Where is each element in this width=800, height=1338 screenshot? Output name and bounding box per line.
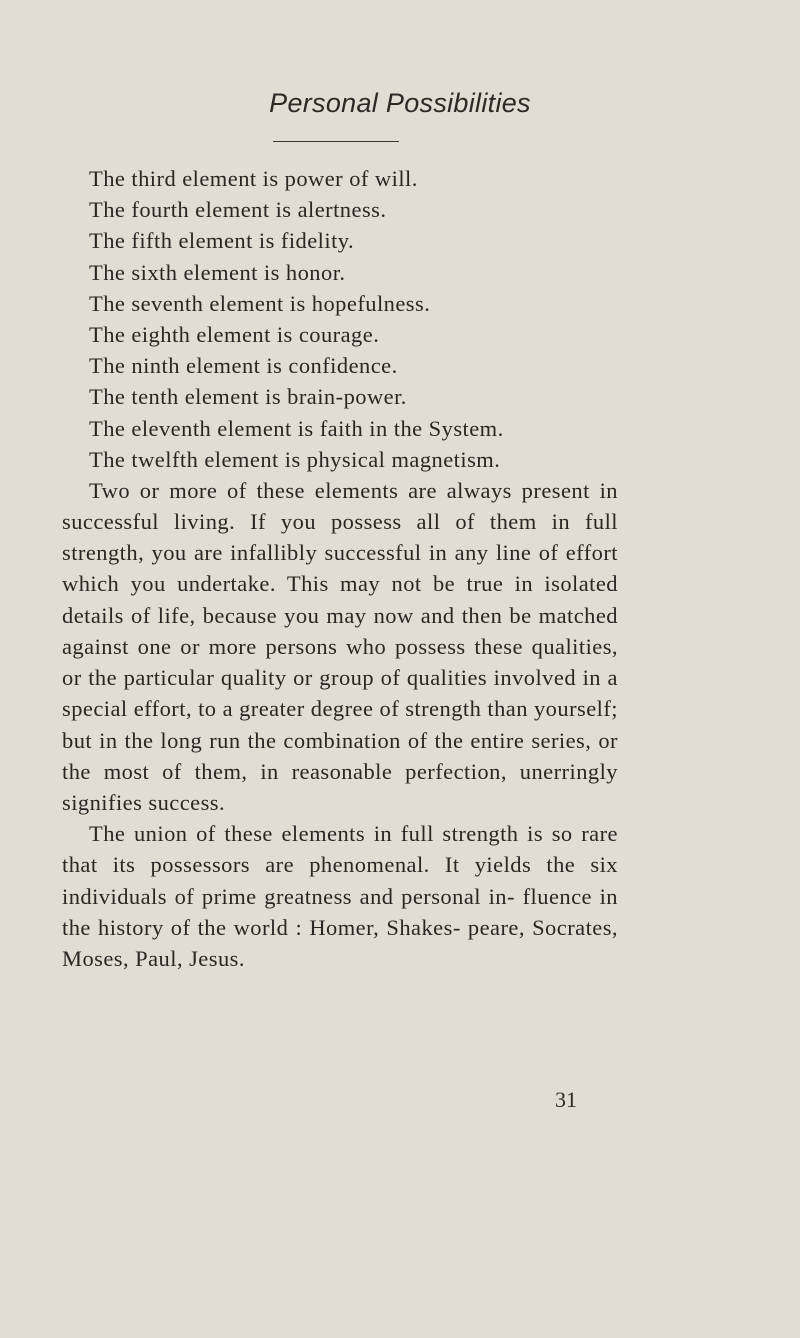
header-rule (273, 141, 399, 142)
paragraph: Two or more of these elements are always present in successful living. If you possess all of them in full strength, you are infallibly successful in any line of effort which you undertake. This may not be true in isolated details of life, because you may now and then be matched against one or more persons who possess these qualities, or the particular quality or group of qualities involved in a special effort, to a greater degree of strength than yourself; but in the long run the combination of the entire series, or the most of them, in reasonable perfection, unerringly signifies success. (62, 477, 619, 815)
paragraph: The union of these elements in full strength is so rare that its possessors are phenomenal. It yields the six individuals of prime greatness and personal in- fluence in the history of the world : Homer, Shakes- peare, Socrates, Moses, Paul, Jesus. (62, 821, 618, 971)
element-line: The sixth element is honor. (89, 259, 346, 285)
element-line: The fourth element is alertness. (89, 197, 387, 223)
element-line: The eleventh element is faith in the System. (89, 415, 504, 441)
element-line: The seventh element is hopefulness. (89, 290, 431, 316)
running-head: Personal Possibilities (269, 88, 531, 118)
element-line: The tenth element is brain-power. (89, 384, 407, 410)
element-line: The twelfth element is physical magnetism. (89, 446, 501, 472)
page-body (62, 163, 618, 974)
element-line: The eighth element is courage. (89, 321, 380, 347)
element-line: The third element is power of will. (89, 166, 418, 191)
page-number: 31 (555, 1087, 577, 1112)
element-line: The fifth element is fidelity. (89, 228, 355, 254)
element-line: The ninth element is confidence. (89, 353, 398, 379)
